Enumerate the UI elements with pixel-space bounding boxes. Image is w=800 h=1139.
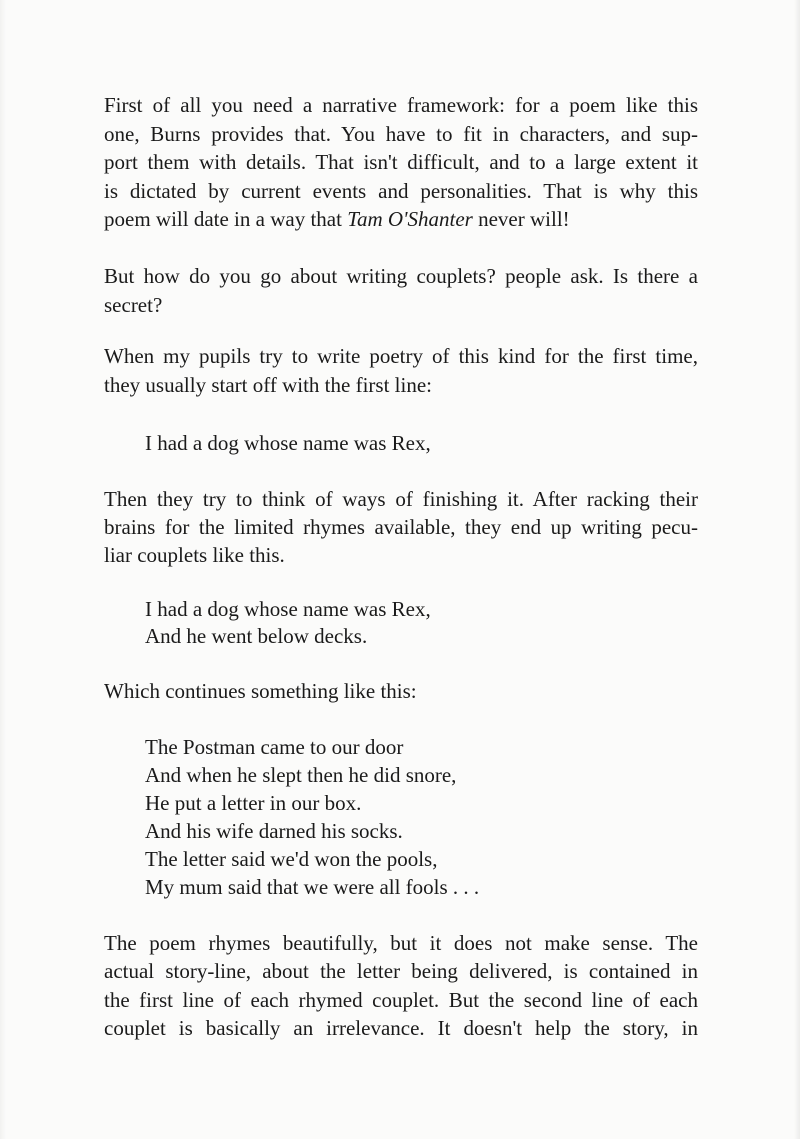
paragraph-3-line-1: When my pupils try to write poetry of this kind for the first time, [104, 344, 698, 368]
paragraph-4-line-1: Then they try to think of ways of finishing it. After racking their [104, 487, 698, 511]
paragraph-6-line-2: actual story-line, about the letter being delivered, is contained in [104, 959, 698, 983]
paragraph-4-line-2: brains for the limited rhymes available, they end up writing pecu- [104, 515, 698, 539]
example-3-line-3: He put a letter in our box. [145, 791, 362, 815]
paragraph-3-line-2: they usually start off with the first line: [104, 373, 432, 397]
example-2-line-2: And he went below decks. [145, 624, 368, 648]
example-3-line-6: My mum said that we were all fools . . . [145, 875, 480, 899]
paragraph-6-line-3: the first line of each rhymed couplet. But the second line of each [104, 988, 698, 1012]
paragraph-6-line-1: The poem rhymes beautifully, but it does not make sense. The [104, 931, 698, 955]
poem-title-tam-oshanter: Tam O'Shanter [347, 207, 473, 231]
example-3-line-1: The Postman came to our door [145, 735, 404, 759]
paragraph-2-line-2: secret? [104, 293, 163, 317]
example-3-line-4: And his wife darned his socks. [145, 819, 403, 843]
example-2-line-1: I had a dog whose name was Rex, [145, 597, 431, 621]
example-3-line-5: The letter said we'd won the pools, [145, 847, 438, 871]
page-edge-right [794, 0, 800, 1139]
paragraph-1-line-5-end: never will! [472, 207, 570, 231]
example-1-line-1: I had a dog whose name was Rex, [145, 431, 431, 455]
example-3-line-2: And when he slept then he did snore, [145, 763, 457, 787]
paragraph-1-line-3: port them with details. That isn't difficult, and to a large extent it [104, 150, 698, 174]
paragraph-1-line-4: is dictated by current events and personalities. That is why this [104, 179, 698, 203]
paragraph-2-line-1: But how do you go about writing couplets? people ask. Is there a [104, 264, 698, 288]
paragraph-6-line-4: couplet is basically an irrelevance. It doesn't help the story, in [104, 1016, 698, 1040]
paragraph-1-line-5 [104, 204, 570, 234]
paragraph-1-line-5-start: poem will date in a way that [104, 207, 348, 231]
paragraph-1-line-2: one, Burns provides that. You have to fit in characters, and sup- [104, 122, 698, 146]
page-edge-left [0, 0, 6, 1139]
paragraph-5-line-1: Which continues something like this: [104, 679, 417, 703]
paragraph-1-line-1: First of all you need a narrative framework: for a poem like this [104, 93, 698, 117]
paragraph-4-line-3: liar couplets like this. [104, 543, 285, 567]
